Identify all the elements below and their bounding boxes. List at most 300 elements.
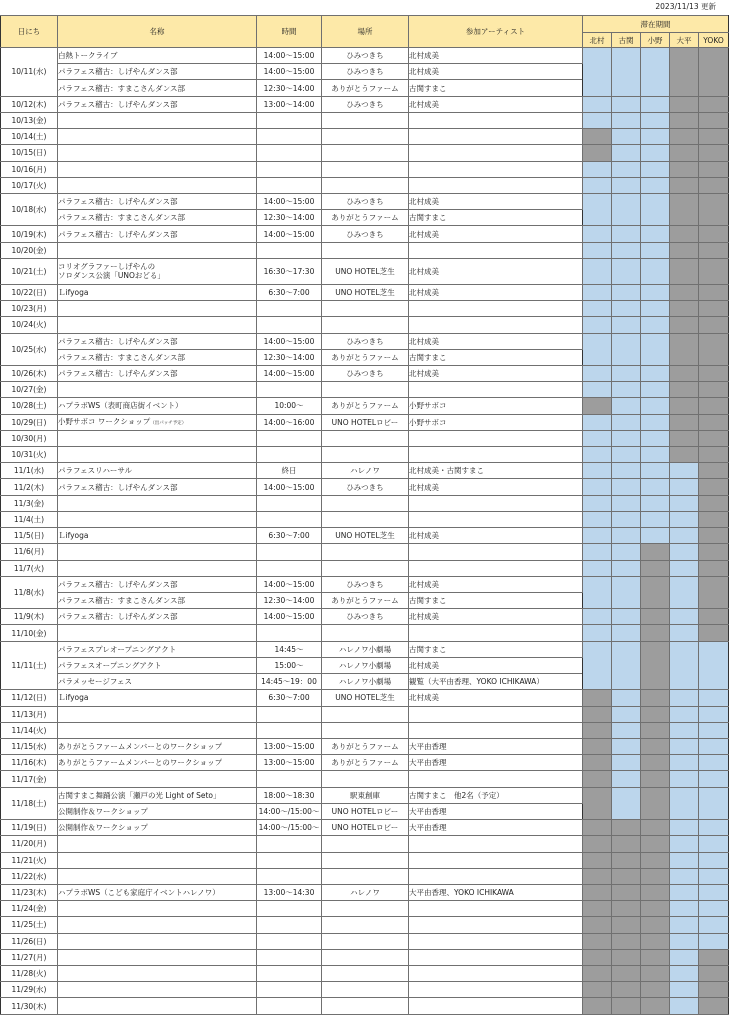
stay-cell-present	[612, 177, 641, 193]
event-artist: 大平由香理、YOKO ICHIKAWA	[409, 884, 583, 900]
date-cell: 11/5(日)	[1, 528, 58, 544]
event-name-cell	[58, 625, 257, 641]
stay-cell-present	[670, 755, 699, 771]
stay-cell-present	[612, 722, 641, 738]
stay-cell-absent	[583, 901, 612, 917]
event-place	[322, 706, 409, 722]
event-name: パラフェス稽古：しげやんダンス部	[58, 197, 178, 207]
event-place	[322, 771, 409, 787]
empty-date-row	[1, 917, 729, 933]
stay-cell-absent	[612, 982, 641, 998]
stay-cell-absent	[699, 560, 729, 576]
stay-cell-present	[641, 365, 670, 381]
event-name-cell	[58, 96, 257, 112]
stay-cell-absent	[699, 242, 729, 258]
stay-cell-present	[583, 317, 612, 333]
event-time	[257, 560, 322, 576]
event-place	[322, 129, 409, 145]
event-time: 13:00～14:30	[257, 884, 322, 900]
empty-date-row	[1, 933, 729, 949]
stay-cell-present	[612, 787, 641, 819]
event-artist	[409, 706, 583, 722]
event-name: パラフェス稽古：しげやんダンス部	[58, 67, 178, 77]
event-name-cell	[58, 129, 257, 145]
date-cell: 11/13(月)	[1, 706, 58, 722]
date-cell: 10/18(水)	[1, 193, 58, 225]
stay-cell-present	[612, 112, 641, 128]
stay-cell-present	[670, 722, 699, 738]
stay-cell-present	[699, 836, 729, 852]
empty-date-row	[1, 722, 729, 738]
stay-cell-absent	[641, 625, 670, 641]
stay-cell-present	[583, 430, 612, 446]
event-name-cell	[58, 933, 257, 949]
stay-cell-present	[641, 226, 670, 242]
stay-cell-absent	[612, 966, 641, 982]
stay-cell-present	[583, 447, 612, 463]
stay-cell-absent	[641, 609, 670, 625]
event-row	[1, 96, 729, 112]
empty-date-row	[1, 112, 729, 128]
empty-date-row	[1, 868, 729, 884]
event-artist: 北村成美・古関すまこ	[409, 463, 583, 479]
date-cell: 11/1(水)	[1, 463, 58, 479]
stay-cell-present	[612, 430, 641, 446]
stay-cell-present	[670, 949, 699, 965]
empty-date-row	[1, 560, 729, 576]
stay-cell-absent	[699, 96, 729, 112]
event-artist	[409, 949, 583, 965]
stay-cell-absent	[583, 787, 612, 819]
stay-cell-present	[583, 193, 612, 225]
stay-cell-present	[699, 771, 729, 787]
event-artist	[409, 933, 583, 949]
stay-cell-absent	[583, 917, 612, 933]
stay-cell-absent	[583, 852, 612, 868]
event-name-cell	[58, 365, 257, 381]
stay-cell-absent	[641, 884, 670, 900]
stay-cell-present	[583, 414, 612, 430]
event-name-cell	[58, 226, 257, 242]
stay-cell-present	[699, 755, 729, 771]
event-artist	[409, 917, 583, 933]
event-artist	[409, 242, 583, 258]
header-stay: 滞在期間	[583, 16, 729, 33]
stay-cell-present	[583, 301, 612, 317]
event-place	[322, 430, 409, 446]
event-name: コリオグラファーしげやんの	[58, 262, 156, 272]
event-name-cell	[58, 349, 257, 365]
stay-cell-absent	[699, 398, 729, 414]
event-name-line2: ソロダンス公演「UNOおどる」	[58, 271, 165, 281]
stay-cell-absent	[670, 112, 699, 128]
date-cell: 10/14(土)	[1, 129, 58, 145]
event-artist: 北村成美	[409, 64, 583, 80]
stay-cell-present	[612, 641, 641, 690]
stay-cell-absent	[699, 447, 729, 463]
event-artist	[409, 836, 583, 852]
date-cell: 11/28(火)	[1, 966, 58, 982]
stay-cell-present	[612, 161, 641, 177]
stay-cell-present	[641, 48, 670, 97]
stay-cell-absent	[699, 177, 729, 193]
stay-cell-present	[612, 365, 641, 381]
event-row	[1, 398, 729, 414]
event-name-cell	[58, 161, 257, 177]
event-time	[257, 112, 322, 128]
stay-cell-present	[670, 690, 699, 706]
stay-cell-present	[612, 690, 641, 706]
event-place	[322, 868, 409, 884]
stay-cell-absent	[583, 722, 612, 738]
date-cell: 10/24(火)	[1, 317, 58, 333]
event-row	[1, 528, 729, 544]
stay-cell-present	[699, 884, 729, 900]
date-cell: 11/23(木)	[1, 884, 58, 900]
event-place	[322, 966, 409, 982]
stay-cell-present	[612, 317, 641, 333]
stay-cell-present	[612, 414, 641, 430]
date-cell: 10/30(月)	[1, 430, 58, 446]
stay-cell-absent	[583, 933, 612, 949]
event-time: 18:00～18:30	[257, 787, 322, 803]
stay-cell-absent	[699, 161, 729, 177]
date-cell: 10/13(金)	[1, 112, 58, 128]
event-name: 公開制作＆ワークショップ	[58, 806, 148, 816]
stay-cell-present	[583, 528, 612, 544]
event-place: ひみつきち	[322, 365, 409, 381]
event-time	[257, 495, 322, 511]
event-name-cell	[58, 657, 257, 673]
stay-cell-present	[641, 193, 670, 225]
event-name: パラフェス稽古：しげやんダンス部	[58, 482, 178, 492]
date-cell: 11/27(月)	[1, 949, 58, 965]
empty-date-row	[1, 301, 729, 317]
date-cell: 10/11(水)	[1, 48, 58, 97]
event-time: 14:00～15:00	[257, 365, 322, 381]
event-place: ひみつきち	[322, 333, 409, 349]
stay-cell-absent	[583, 398, 612, 414]
stay-cell-absent	[670, 161, 699, 177]
stay-cell-absent	[670, 48, 699, 97]
event-place	[322, 161, 409, 177]
event-time: 10:00～	[257, 398, 322, 414]
stay-cell-absent	[583, 706, 612, 722]
stay-cell-present	[583, 625, 612, 641]
event-time	[257, 852, 322, 868]
event-name-cell	[58, 479, 257, 495]
event-artist	[409, 382, 583, 398]
date-cell: 11/19(日)	[1, 820, 58, 836]
event-artist: 小野サボコ	[409, 414, 583, 430]
empty-date-row	[1, 836, 729, 852]
event-place	[322, 242, 409, 258]
event-time	[257, 145, 322, 161]
date-cell: 11/21(火)	[1, 852, 58, 868]
stay-cell-present	[670, 511, 699, 527]
empty-date-row	[1, 982, 729, 998]
event-time	[257, 177, 322, 193]
event-artist: 北村成美	[409, 226, 583, 242]
empty-date-row	[1, 901, 729, 917]
stay-cell-absent	[583, 820, 612, 836]
event-time: 13:00～15:00	[257, 755, 322, 771]
stay-cell-absent	[699, 982, 729, 998]
event-name-cell	[58, 884, 257, 900]
stay-cell-absent	[641, 771, 670, 787]
date-cell: 10/29(日)	[1, 414, 58, 430]
stay-cell-present	[699, 933, 729, 949]
stay-cell-present	[583, 511, 612, 527]
event-time	[257, 511, 322, 527]
event-row	[1, 365, 729, 381]
stay-cell-present	[641, 161, 670, 177]
date-cell: 11/11(土)	[1, 641, 58, 690]
stay-cell-present	[641, 301, 670, 317]
event-place	[322, 901, 409, 917]
event-name-cell	[58, 242, 257, 258]
stay-cell-present	[583, 463, 612, 479]
header-member: 北村	[583, 33, 612, 48]
event-name: パラフェス稽古：しげやんダンス部	[58, 229, 178, 239]
event-time: 13:00～15:00	[257, 738, 322, 754]
stay-cell-absent	[612, 901, 641, 917]
event-artist: 北村成美	[409, 193, 583, 209]
event-row	[1, 609, 729, 625]
event-place: 駅東創庫	[322, 787, 409, 803]
stay-cell-absent	[612, 933, 641, 949]
stay-cell-present	[583, 382, 612, 398]
event-artist	[409, 544, 583, 560]
stay-cell-absent	[670, 430, 699, 446]
empty-date-row	[1, 430, 729, 446]
stay-cell-absent	[641, 738, 670, 754]
stay-cell-absent	[699, 193, 729, 225]
event-place: ひみつきち	[322, 193, 409, 209]
event-name: ありがとうファームメンバーとのワークショップ	[58, 758, 223, 768]
stay-cell-present	[699, 738, 729, 754]
stay-cell-absent	[612, 852, 641, 868]
event-row	[1, 414, 729, 430]
empty-date-row	[1, 852, 729, 868]
event-name: ありがとうファームメンバーとのワークショップ	[58, 742, 223, 752]
event-artist	[409, 177, 583, 193]
stay-cell-present	[670, 609, 699, 625]
date-cell: 10/31(火)	[1, 447, 58, 463]
stay-cell-present	[612, 495, 641, 511]
date-cell: 11/9(木)	[1, 609, 58, 625]
event-place	[322, 447, 409, 463]
event-time: 14:00～15:00	[257, 64, 322, 80]
event-place: ひみつきち	[322, 609, 409, 625]
event-time	[257, 625, 322, 641]
event-artist	[409, 511, 583, 527]
event-name-cell	[58, 210, 257, 226]
event-place	[322, 917, 409, 933]
event-name: 白熱トークライブ	[58, 51, 118, 61]
event-place	[322, 382, 409, 398]
event-row	[1, 226, 729, 242]
event-artist: 北村成美	[409, 528, 583, 544]
event-artist: 北村成美	[409, 48, 583, 64]
stay-cell-present	[641, 317, 670, 333]
stay-cell-absent	[699, 998, 729, 1014]
stay-cell-present	[641, 414, 670, 430]
event-place	[322, 560, 409, 576]
stay-cell-present	[670, 495, 699, 511]
date-cell: 10/15(日)	[1, 145, 58, 161]
empty-date-row	[1, 382, 729, 398]
stay-cell-absent	[612, 820, 641, 836]
date-cell: 11/8(水)	[1, 576, 58, 608]
event-artist: 北村成美	[409, 479, 583, 495]
stay-cell-absent	[699, 284, 729, 300]
stay-cell-present	[583, 576, 612, 608]
stay-cell-present	[612, 576, 641, 608]
empty-date-row	[1, 771, 729, 787]
event-time: 12:30～14:00	[257, 593, 322, 609]
stay-cell-present	[641, 96, 670, 112]
stay-cell-present	[670, 479, 699, 495]
event-place: UNO HOTELロビー	[322, 820, 409, 836]
stay-cell-absent	[699, 333, 729, 365]
date-cell: 11/22(水)	[1, 868, 58, 884]
empty-date-row	[1, 544, 729, 560]
stay-cell-absent	[699, 382, 729, 398]
event-artist	[409, 868, 583, 884]
header-artist: 参加アーティスト	[409, 16, 583, 48]
stay-cell-present	[641, 129, 670, 145]
stay-cell-present	[670, 544, 699, 560]
date-cell: 11/2(木)	[1, 479, 58, 495]
event-time	[257, 966, 322, 982]
event-artist	[409, 998, 583, 1014]
event-artist: 古関すまこ	[409, 210, 583, 226]
stay-cell-present	[670, 852, 699, 868]
stay-cell-absent	[699, 258, 729, 284]
stay-cell-present	[670, 463, 699, 479]
event-name-cell	[58, 447, 257, 463]
event-name: 小野サボコ ワークショップ	[58, 416, 151, 426]
stay-cell-absent	[670, 317, 699, 333]
stay-cell-present	[670, 771, 699, 787]
stay-cell-absent	[699, 48, 729, 97]
empty-date-row	[1, 998, 729, 1014]
stay-cell-absent	[699, 112, 729, 128]
stay-cell-absent	[670, 447, 699, 463]
stay-cell-absent	[699, 317, 729, 333]
event-name-cell	[58, 868, 257, 884]
date-cell: 11/16(木)	[1, 755, 58, 771]
stay-cell-absent	[641, 641, 670, 690]
event-time	[257, 901, 322, 917]
stay-cell-absent	[641, 998, 670, 1014]
event-artist	[409, 161, 583, 177]
event-name-cell	[58, 609, 257, 625]
stay-cell-absent	[583, 982, 612, 998]
stay-cell-present	[583, 96, 612, 112]
stay-cell-present	[612, 706, 641, 722]
event-artist: 北村成美	[409, 365, 583, 381]
event-place: ありがとうファーム	[322, 738, 409, 754]
event-time	[257, 933, 322, 949]
stay-cell-absent	[612, 917, 641, 933]
event-place	[322, 625, 409, 641]
date-cell: 11/14(火)	[1, 722, 58, 738]
event-artist	[409, 625, 583, 641]
empty-date-row	[1, 177, 729, 193]
event-name: パラフェスリハーサル	[58, 466, 133, 476]
stay-cell-absent	[670, 129, 699, 145]
stay-cell-present	[612, 560, 641, 576]
stay-cell-present	[670, 966, 699, 982]
event-place: UNO HOTEL芝生	[322, 528, 409, 544]
event-name-cell	[58, 511, 257, 527]
stay-cell-present	[612, 625, 641, 641]
stay-cell-present	[641, 511, 670, 527]
date-cell: 10/26(木)	[1, 365, 58, 381]
stay-cell-absent	[641, 836, 670, 852]
stay-cell-absent	[670, 258, 699, 284]
empty-date-row	[1, 949, 729, 965]
event-place: UNO HOTEL芝生	[322, 284, 409, 300]
event-name: パラフェス稽古：しげやんダンス部	[58, 336, 178, 346]
event-time: 6:30～7:00	[257, 528, 322, 544]
date-cell: 11/4(土)	[1, 511, 58, 527]
event-row	[1, 193, 729, 209]
stay-cell-present	[641, 495, 670, 511]
event-name-cell	[58, 333, 257, 349]
stay-cell-present	[583, 177, 612, 193]
date-cell: 11/12(日)	[1, 690, 58, 706]
stay-cell-present	[670, 998, 699, 1014]
event-place	[322, 112, 409, 128]
stay-cell-absent	[641, 933, 670, 949]
event-place: ハレノワ小劇場	[322, 641, 409, 657]
stay-cell-absent	[641, 755, 670, 771]
stay-cell-absent	[670, 96, 699, 112]
event-artist: 北村成美	[409, 690, 583, 706]
event-place	[322, 933, 409, 949]
event-artist	[409, 301, 583, 317]
stay-cell-absent	[583, 868, 612, 884]
event-time	[257, 998, 322, 1014]
stay-cell-absent	[699, 576, 729, 608]
stay-cell-present	[699, 820, 729, 836]
event-name: 古関すまこ舞踊公演「瀬戸の光 Light of Seto」	[58, 790, 221, 800]
event-time	[257, 917, 322, 933]
event-name-cell	[58, 382, 257, 398]
event-name-cell	[58, 690, 257, 706]
event-artist: 古関すまこ 他2名（予定）	[409, 787, 583, 803]
stay-cell-absent	[699, 625, 729, 641]
stay-cell-present	[641, 430, 670, 446]
event-place: ひみつきち	[322, 48, 409, 64]
date-cell: 10/25(水)	[1, 333, 58, 365]
event-place: ありがとうファーム	[322, 593, 409, 609]
event-name-cell	[58, 463, 257, 479]
stay-cell-absent	[641, 690, 670, 706]
stay-cell-present	[612, 738, 641, 754]
event-name: パラフェス稽古：すまこさんダンス部	[58, 352, 185, 362]
event-time	[257, 382, 322, 398]
stay-cell-present	[583, 560, 612, 576]
event-name: 公開制作＆ワークショップ	[58, 823, 148, 833]
stay-cell-present	[612, 193, 641, 225]
stay-cell-present	[641, 463, 670, 479]
stay-cell-absent	[583, 755, 612, 771]
date-cell: 10/28(土)	[1, 398, 58, 414]
